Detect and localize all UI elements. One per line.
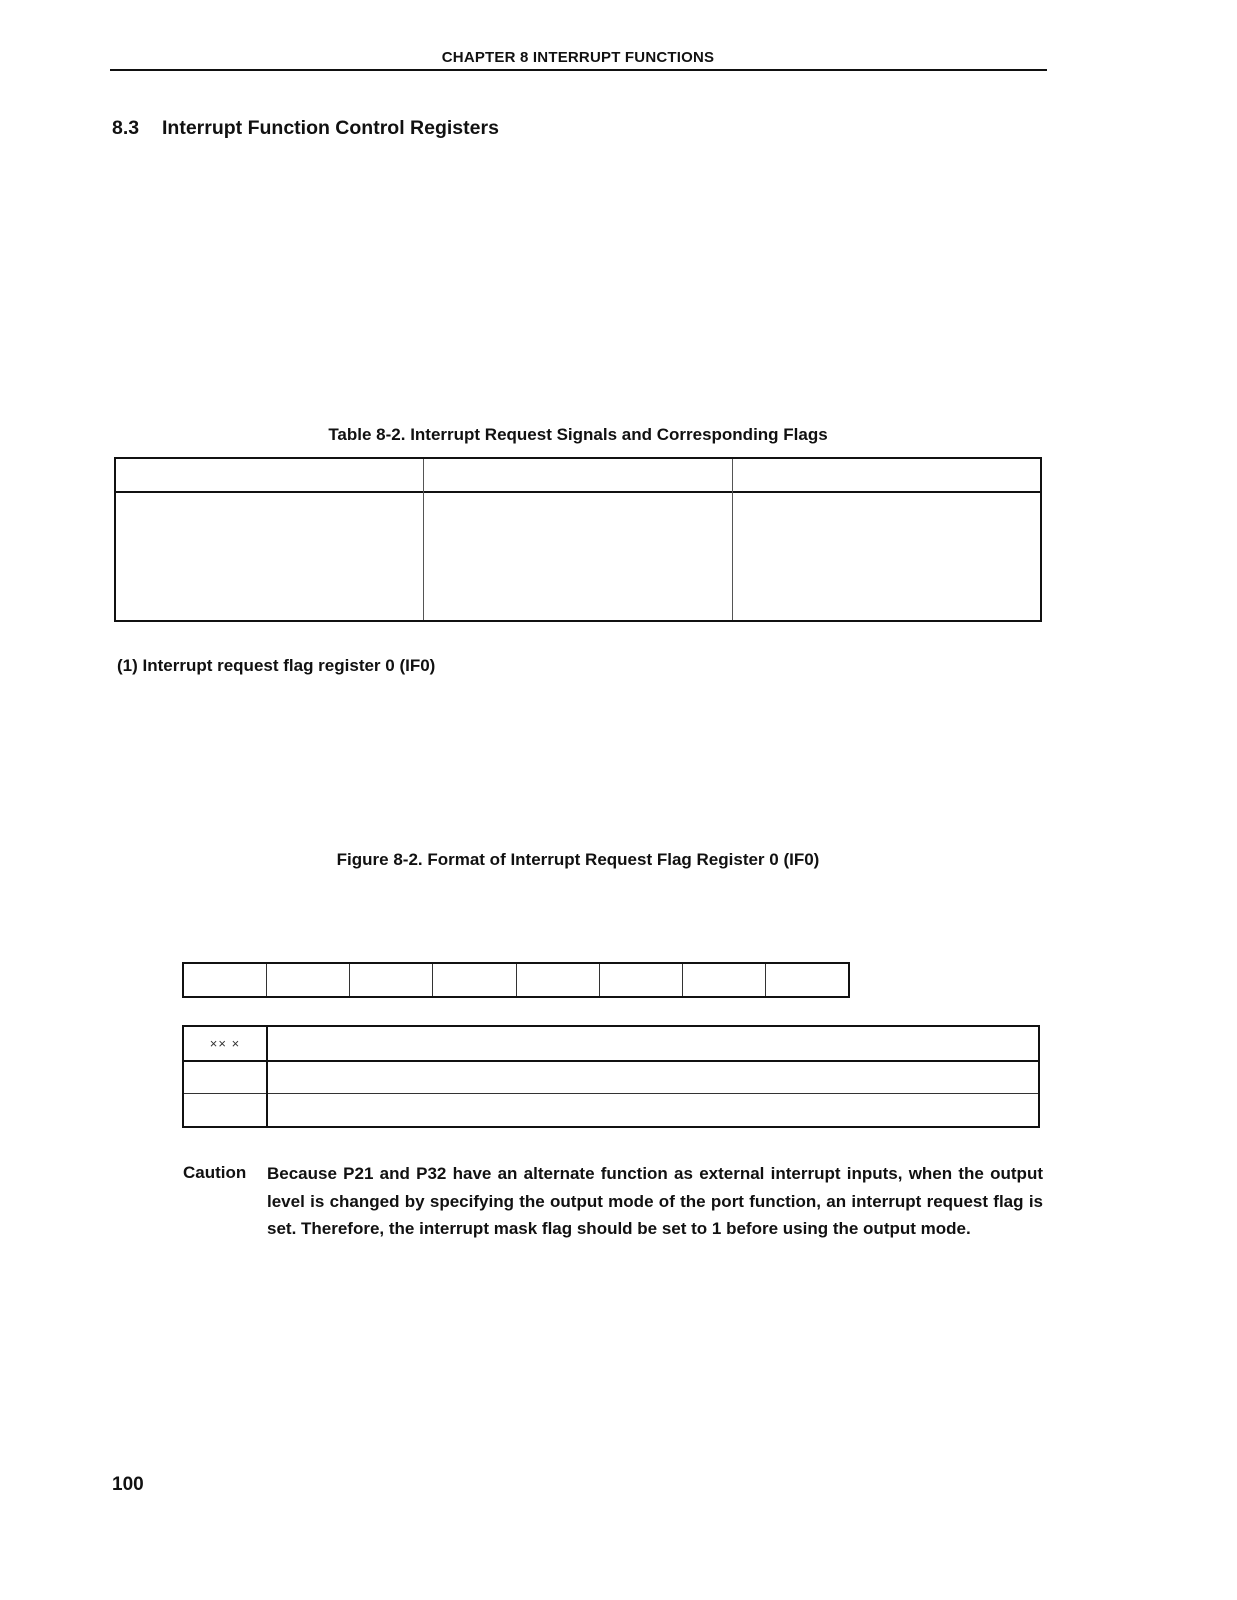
figure-caption: Figure 8-2. Format of Interrupt Request Flag Register 0 (IF0) — [336, 850, 820, 869]
section-number: 8.3 — [112, 117, 140, 139]
table-column-divider — [732, 459, 733, 620]
subsection-heading: (1) Interrupt request flag register 0 (IF0) — [117, 656, 436, 675]
flag-table-row — [184, 1093, 1038, 1127]
flag-marks: ×× × — [209, 1036, 241, 1051]
bit-cell — [766, 964, 848, 996]
section-heading — [112, 117, 499, 140]
bit-cell — [267, 964, 350, 996]
page-number: 100 — [112, 1474, 144, 1495]
flag-description-table — [182, 1025, 1040, 1128]
table-column-divider — [423, 459, 424, 620]
table-caption: Table 8-2. Interrupt Request Signals and Corresponding Flags — [328, 425, 828, 444]
table-header-divider — [116, 491, 1040, 493]
caution-text: Because P21 and P32 have an alternate function as external interrupt inputs, when the output level is changed by specifying the output mode of the port function, an interrupt request flag is set. Therefore, the interrupt mask flag should be set to 1 before using the output mode. — [267, 1164, 1043, 1238]
header-rule — [110, 69, 1047, 71]
register-bit-row — [182, 962, 850, 998]
caution-label: Caution — [183, 1163, 247, 1182]
bit-cell — [184, 964, 267, 996]
section-title: Interrupt Function Control Registers — [162, 117, 499, 139]
bit-cell — [600, 964, 683, 996]
bit-cell — [350, 964, 433, 996]
running-header: CHAPTER 8 INTERRUPT FUNCTIONS — [441, 49, 715, 66]
bit-cell — [683, 964, 766, 996]
flag-table-column-divider — [266, 1027, 268, 1126]
signals-table — [114, 457, 1042, 622]
flag-table-row — [184, 1027, 1038, 1060]
bit-cell — [517, 964, 600, 996]
bit-cell — [433, 964, 516, 996]
flag-table-row — [184, 1060, 1038, 1093]
